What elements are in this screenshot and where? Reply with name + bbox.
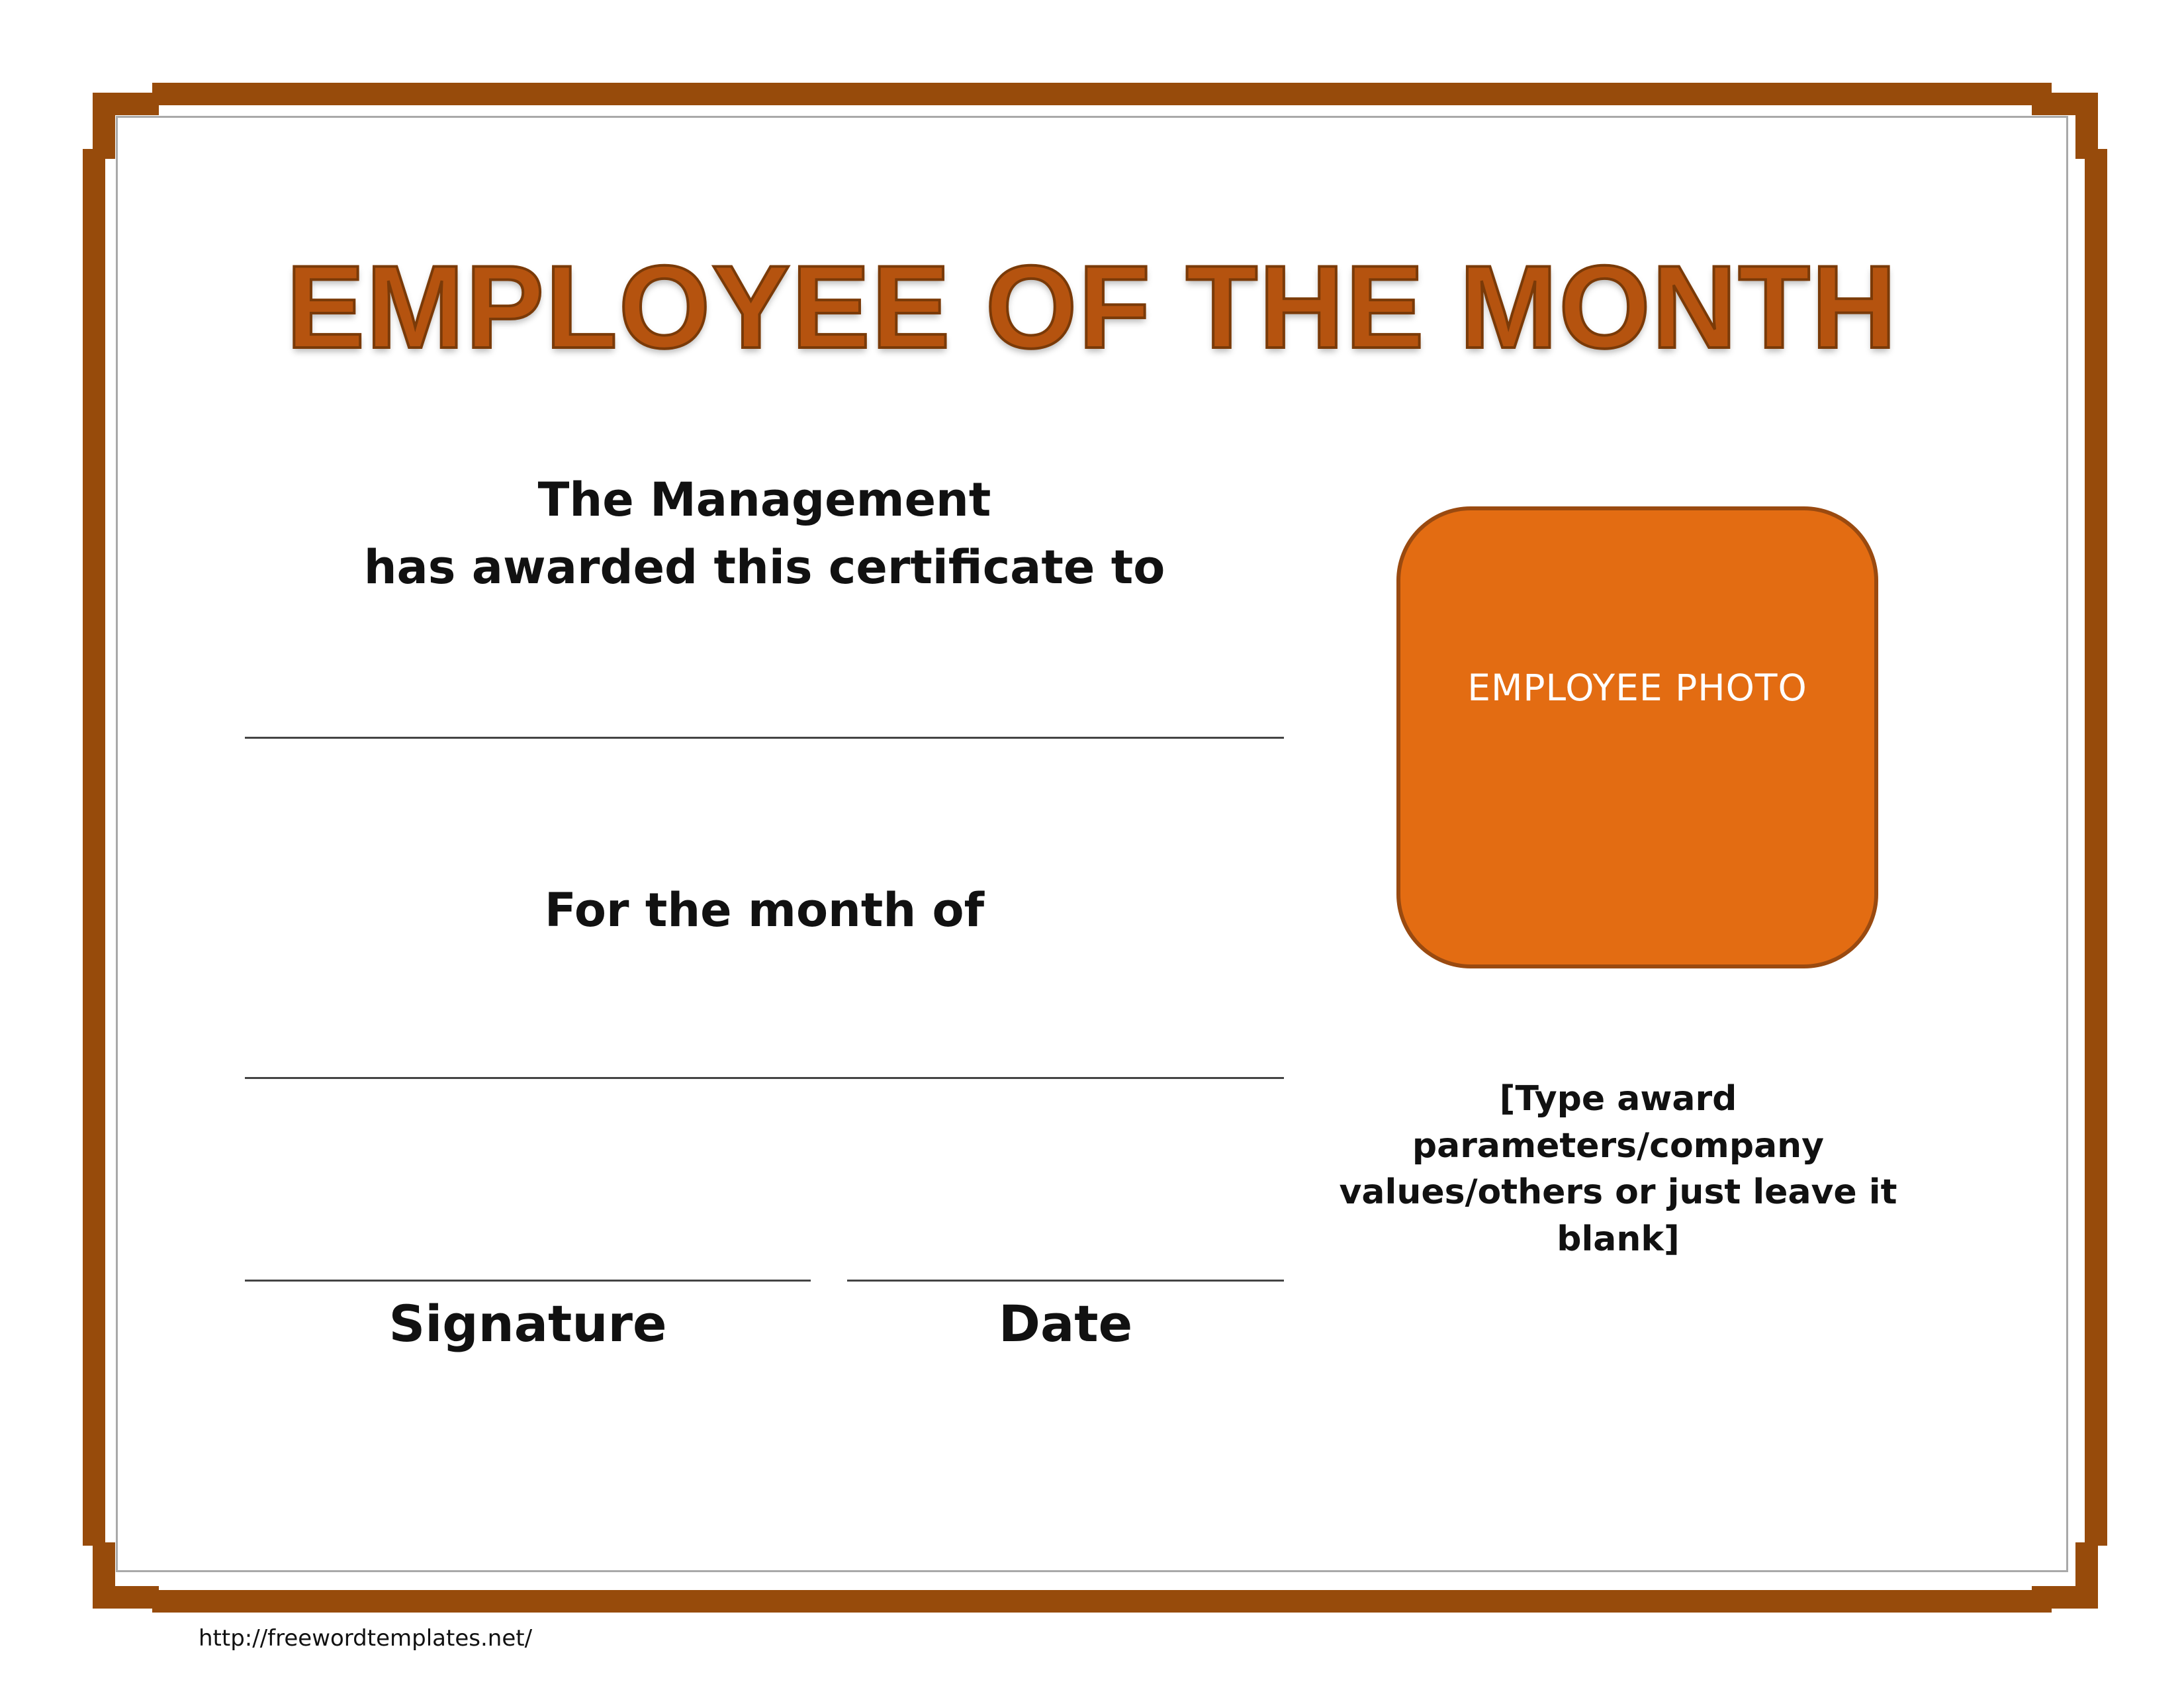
month-label: For the month of (544, 883, 985, 937)
month-line[interactable] (245, 1077, 1284, 1079)
corner-ornament-top-left (93, 93, 159, 159)
signature-line[interactable] (245, 1280, 811, 1282)
certificate-title: EMPLOYEE OF THE MONTH (286, 241, 1898, 373)
border-bar-top (152, 83, 2052, 105)
award-parameters-text[interactable] (1314, 1076, 1923, 1263)
corner-ornament-bottom-left (93, 1542, 159, 1609)
recipient-name-line[interactable] (245, 737, 1284, 739)
corner-ornament-bottom-right (2032, 1542, 2098, 1609)
employee-photo-placeholder[interactable] (1396, 506, 1878, 968)
border-bar-bottom (152, 1590, 2052, 1613)
params-line-1: [Type award parameters/company (1412, 1079, 1825, 1166)
corner-ornament-top-right (2032, 93, 2098, 159)
date-line[interactable] (847, 1280, 1284, 1282)
params-line-2: values/others or just leave it blank] (1339, 1172, 1897, 1260)
signature-label: Signature (388, 1294, 667, 1353)
intro-line-awarded: has awarded this certificate to (363, 539, 1165, 594)
employee-photo-label: EMPLOYEE PHOTO (1467, 667, 1807, 709)
intro-line-management: The Management (537, 473, 991, 527)
award-intro (245, 467, 1284, 601)
date-label: Date (998, 1294, 1133, 1353)
footer-url[interactable]: http://freewordtemplates.net/ (199, 1625, 533, 1652)
